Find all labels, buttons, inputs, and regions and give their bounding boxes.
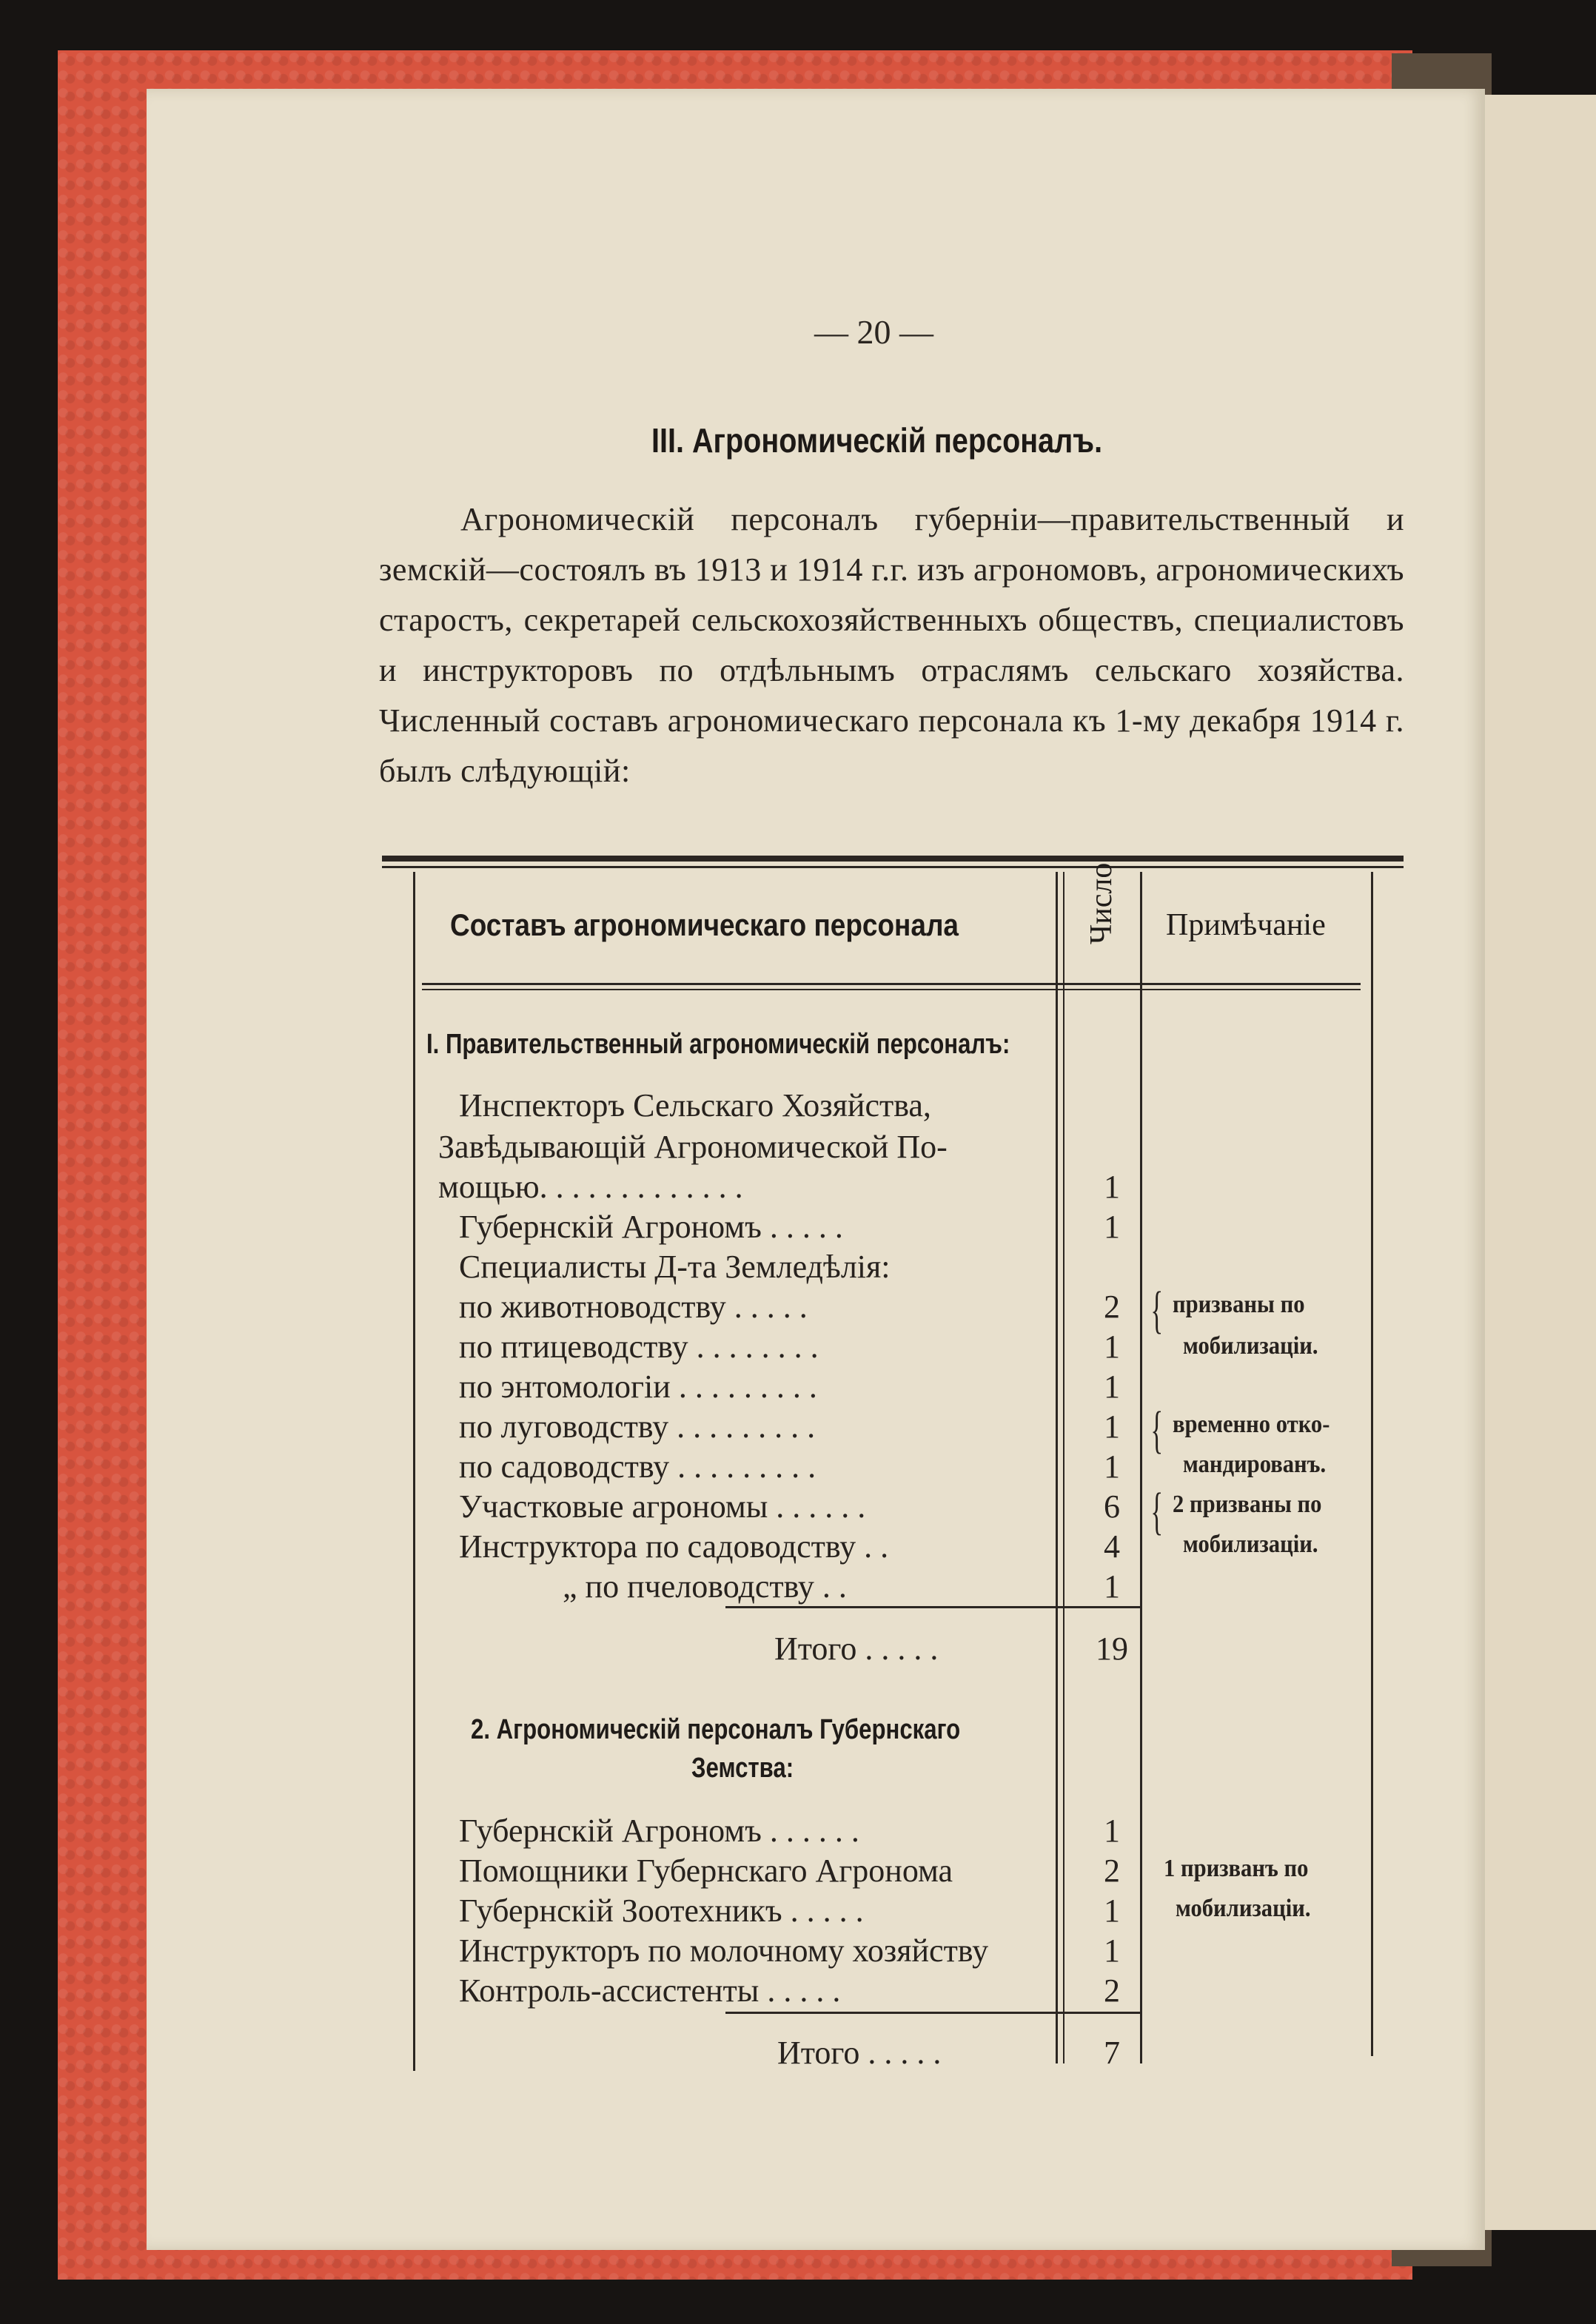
table-right-border <box>1371 872 1373 2056</box>
number-cell: 1 <box>1104 1448 1120 1485</box>
table-top-rule-thin <box>382 866 1404 868</box>
number-cell: 2 <box>1104 1289 1120 1325</box>
header-number: Число <box>1084 862 1119 944</box>
note-brace: { <box>1150 1282 1164 1339</box>
subtotal-label: Итого . . . . . <box>774 1631 939 1667</box>
list-item: Специалисты Д-та Земледѣлія: <box>459 1249 891 1285</box>
page-number: — 20 — <box>814 313 933 351</box>
subtotal-label: Итого . . . . . <box>777 2035 942 2071</box>
number-cell: 1 <box>1104 1169 1120 1205</box>
note-brace: { <box>1150 1483 1164 1540</box>
list-item: по энтомологіи . . . . . . . . . <box>459 1368 817 1405</box>
number-cell: 1 <box>1104 1893 1120 1929</box>
col-note-left <box>1140 872 1142 2063</box>
number-cell: 1 <box>1104 1209 1120 1245</box>
list-item: Завѣдывающій Агрономической По- <box>438 1129 948 1165</box>
list-item: по садоводству . . . . . . . . . <box>459 1448 817 1485</box>
section2-title: 2. Агрономическій персоналъ Губернскаго <box>471 1714 961 1745</box>
note-text: временно отко- <box>1173 1411 1330 1438</box>
note-text: мобилизаціи. <box>1176 1895 1311 1922</box>
facing-page-edge <box>1477 95 1596 2230</box>
list-item: Губернскій Агрономъ . . . . . . <box>459 1813 859 1849</box>
note-text: 2 призваны по <box>1173 1491 1322 1518</box>
subtotal-rule-1 <box>725 1606 1140 1608</box>
note-brace: { <box>1150 1402 1164 1459</box>
note-text: мобилизаціи. <box>1183 1332 1318 1360</box>
list-item: Помощники Губернскаго Агронома <box>459 1853 953 1889</box>
section2-title-cont: Земства: <box>691 1753 794 1784</box>
table-header-rule-2 <box>422 989 1361 990</box>
list-item: Контроль-ассистенты . . . . . <box>459 1972 841 2009</box>
list-item: Губернскій Зоотехникъ . . . . . <box>459 1893 864 1929</box>
list-item: по луговодству . . . . . . . . . <box>459 1408 816 1445</box>
list-item: Инспекторъ Сельскаго Хозяйства, <box>459 1087 931 1124</box>
list-item: Инструктора по садоводству . . <box>459 1528 889 1565</box>
list-item: Губернскій Агрономъ . . . . . <box>459 1209 843 1245</box>
table-header-rule <box>422 983 1361 985</box>
number-cell: 6 <box>1104 1488 1120 1525</box>
subtotal-value: 7 <box>1104 2035 1120 2071</box>
note-text: мобилизаціи. <box>1183 1531 1318 1558</box>
list-item: по птицеводству . . . . . . . . <box>459 1329 819 1365</box>
note-text: 1 призванъ по <box>1164 1855 1309 1882</box>
number-cell: 1 <box>1104 1368 1120 1405</box>
section-heading: III. Агрономическій персоналъ. <box>651 421 1103 460</box>
number-cell: 4 <box>1104 1528 1120 1565</box>
number-cell: 1 <box>1104 1329 1120 1365</box>
subtotal-rule-2 <box>725 2012 1140 2014</box>
number-cell: 1 <box>1104 1813 1120 1849</box>
list-item: мощью. . . . . . . . . . . . . <box>438 1169 743 1205</box>
list-item: Участковые агрономы . . . . . . <box>459 1488 866 1525</box>
col-number-left-2 <box>1063 872 1064 2063</box>
table-left-border <box>413 872 415 2071</box>
number-cell: 1 <box>1104 1932 1120 1969</box>
number-cell: 1 <box>1104 1568 1120 1605</box>
list-item: Инструкторъ по молочному хозяйству <box>459 1932 989 1969</box>
note-text: призваны по <box>1173 1291 1305 1318</box>
intro-paragraph: Агрономическій персоналъ губерніи—правительственный и земскій—состоялъ въ 1913 и 1914 г.г. изъ агрономовъ, агрономическихъ старостъ, секретарей сельскохозяйственныхъ обществъ, специалистовъ и инструкторовъ по отдѣльнымъ отраслямъ сельскаго хозяйства. Численный составъ агрономическаго персонала къ 1-му декабря 1914 г. былъ слѣдующій: <box>379 501 1404 789</box>
list-item: „ по пчеловодству . . <box>563 1568 847 1605</box>
col-number-left <box>1056 872 1058 2063</box>
number-cell: 2 <box>1104 1853 1120 1889</box>
section1-title: I. Правительственный агрономическій персоналъ: <box>426 1029 1010 1060</box>
header-note: Примѣчаніе <box>1166 908 1326 942</box>
number-cell: 2 <box>1104 1972 1120 2009</box>
table-top-rule <box>382 856 1404 862</box>
number-cell: 1 <box>1104 1408 1120 1445</box>
header-composition: Составъ агрономическаго персонала <box>450 907 959 942</box>
subtotal-value: 19 <box>1096 1631 1128 1667</box>
note-text: мандированъ. <box>1183 1451 1327 1478</box>
list-item: по животноводству . . . . . <box>459 1289 808 1325</box>
